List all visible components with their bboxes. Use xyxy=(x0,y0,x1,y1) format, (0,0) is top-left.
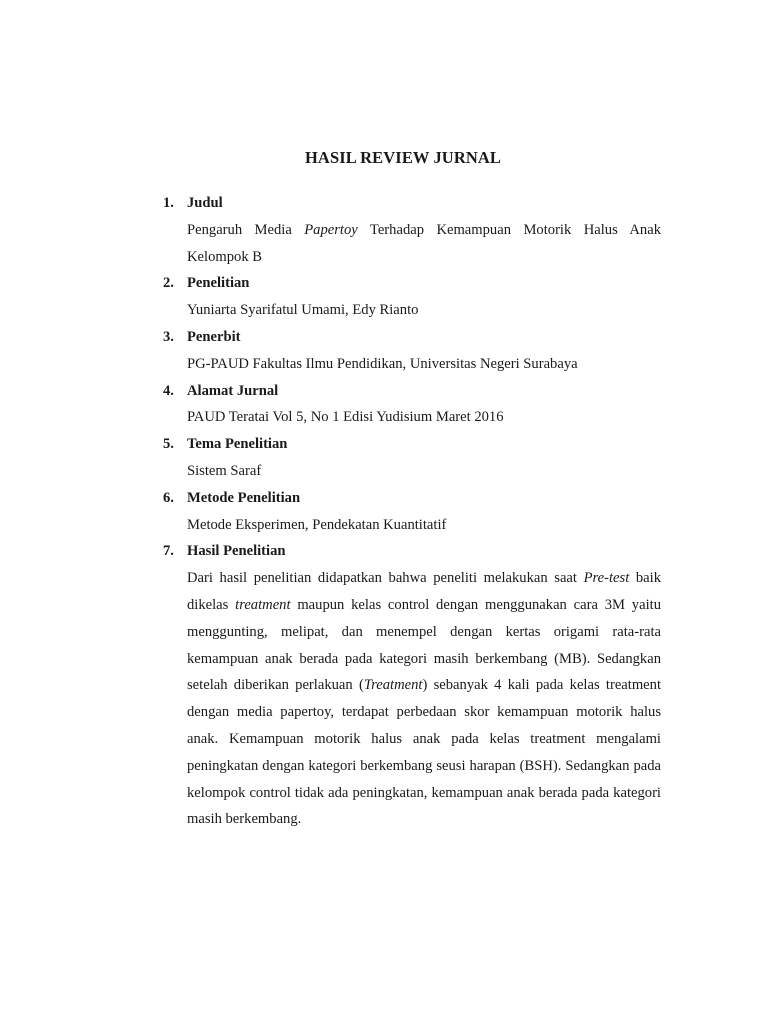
body-text-italic: Pre-test xyxy=(583,570,630,587)
review-section-list xyxy=(163,190,661,833)
section-body xyxy=(187,351,661,378)
body-text: Terhadap Kemampuan Motorik Halus Anak Kelompok B xyxy=(187,221,661,265)
section-heading: Hasil Penelitian xyxy=(187,543,286,560)
section-body xyxy=(187,565,661,833)
body-text-italic: Papertoy xyxy=(304,221,358,238)
section-body xyxy=(187,512,661,539)
body-text: ) sebanyak 4 kali pada kelas treatment dengan media papertoy, terdapat perbedaan skor kemampuan motorik halus anak. Kemampuan motorik halus anak pada kelas treatment mengalami peningkatan dengan kategori berkembang seusi harapan (BSH). Sedangkan pada kelompok control tidak ada peningkatan, kemampuan anak berada pada kategori masih berkembang. xyxy=(187,677,662,828)
section-number: 7. xyxy=(163,543,174,560)
section-number: 3. xyxy=(163,328,174,345)
body-text-italic: treatment xyxy=(235,596,291,613)
body-text: PG-PAUD Fakultas Ilmu Pendidikan, Universitas Negeri Surabaya xyxy=(187,355,578,372)
section-number: 1. xyxy=(163,195,174,211)
section-body xyxy=(187,458,661,485)
section-metode-penelitian xyxy=(163,485,661,539)
body-text: baik dikelas xyxy=(187,570,661,613)
section-hasil-penelitian xyxy=(163,538,661,833)
section-alamat-jurnal xyxy=(163,378,661,432)
body-text: Pengaruh Media xyxy=(187,221,305,238)
document-title: HASIL REVIEW JURNAL xyxy=(305,148,501,167)
section-number: 5. xyxy=(163,436,174,453)
body-text: Sistem Saraf xyxy=(187,462,262,479)
body-text: Metode Eksperimen, Pendekatan Kuantitatif xyxy=(187,516,447,533)
body-text: maupun kelas control dengan menggunakan cara 3M yaitu menggunting, melipat, dan menempel dengan kertas origami rata-rata kemampuan anak berada pada kategori masih berkembang (MB). Sedangkan setelah diberikan perlakuan ( xyxy=(187,596,661,694)
section-number: 6. xyxy=(163,489,174,506)
section-heading: Metode Penelitian xyxy=(187,489,301,506)
body-text: Yuniarta Syarifatul Umami, Edy Rianto xyxy=(187,302,419,319)
section-heading: Penerbit xyxy=(187,328,241,345)
section-judul xyxy=(163,190,661,270)
section-number: 4. xyxy=(163,382,174,399)
section-heading: Alamat Jurnal xyxy=(187,382,279,399)
section-penelitian xyxy=(163,270,661,324)
body-text-italic: Treatment xyxy=(363,677,423,694)
section-number: 2. xyxy=(163,275,174,292)
section-heading: Judul xyxy=(187,195,223,211)
section-body xyxy=(187,297,661,324)
body-text: PAUD Teratai Vol 5, No 1 Edisi Yudisium Maret 2016 xyxy=(187,409,504,426)
section-heading: Penelitian xyxy=(187,275,250,292)
body-text: Dari hasil penelitian didapatkan bahwa peneliti melakukan saat xyxy=(187,570,584,587)
section-body xyxy=(187,217,661,271)
section-heading: Tema Penelitian xyxy=(187,436,288,453)
section-penerbit xyxy=(163,324,661,378)
section-body xyxy=(187,404,661,431)
section-tema-penelitian xyxy=(163,431,661,485)
